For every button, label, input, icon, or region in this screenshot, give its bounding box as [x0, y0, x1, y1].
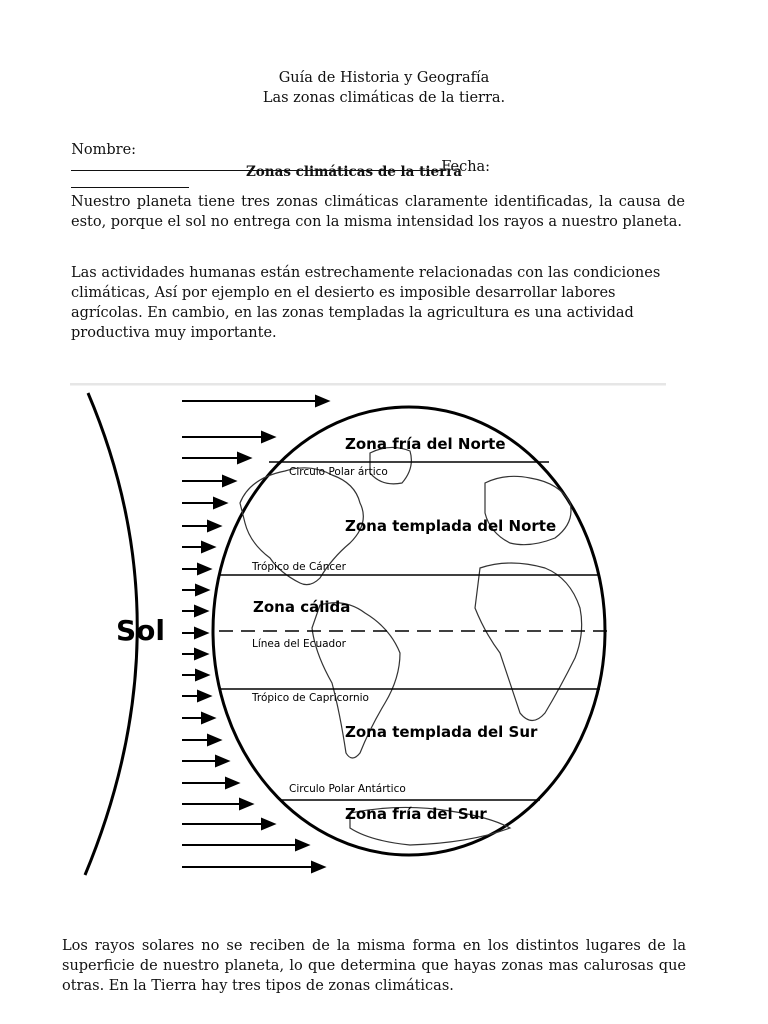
ray-arrow: [182, 396, 328, 406]
ray-arrow: [182, 840, 308, 850]
ray-arrow: [182, 606, 207, 616]
ray-arrow: [182, 432, 274, 442]
ray-arrow: [182, 521, 220, 531]
ray-arrow: [182, 498, 226, 508]
ray-arrow: [182, 735, 220, 745]
zona-fria-sur-label: Zona fría del Sur: [345, 805, 487, 823]
zona-templada-sur-label: Zona templada del Sur: [345, 723, 538, 741]
ray-arrow: [182, 585, 208, 595]
guide-title: Guía de Historia y Geografía: [278, 70, 490, 86]
polar-artico-label: Circulo Polar ártico: [289, 466, 388, 478]
ray-arrow: [182, 628, 207, 638]
ray-arrow: [182, 649, 207, 659]
ray-arrow: [182, 862, 324, 872]
ray-arrow: [182, 691, 210, 701]
section-title: Zonas climáticas de la tierra: [245, 164, 463, 180]
ray-arrow: [182, 778, 238, 788]
capricornio-label: Trópico de Capricornio: [252, 692, 369, 704]
ray-arrow: [182, 564, 210, 574]
climate-zones-diagram: [70, 383, 670, 883]
ray-arrow: [182, 819, 274, 829]
zona-calida-label: Zona cálida: [253, 598, 351, 616]
nombre-label: Nombre:: [71, 142, 137, 158]
ray-arrow: [182, 799, 252, 809]
paragraph-1: Nuestro planeta tiene tres zonas climáticas claramente identificadas, la causa de esto, porque el sol no entrega con la misma intensidad los rayos a nuestro planeta.: [71, 194, 685, 230]
ray-arrow: [182, 542, 214, 552]
fecha-label: Fecha:: [441, 159, 491, 175]
guide-subtitle: Las zonas climáticas de la tierra.: [262, 90, 506, 106]
ray-arrow: [182, 453, 250, 463]
ray-arrow: [182, 670, 208, 680]
cancer-label: Trópico de Cáncer: [252, 561, 346, 573]
zona-templada-norte-label: Zona templada del Norte: [345, 517, 557, 535]
name-date-row: [62, 126, 490, 192]
sun-label: Sol: [116, 614, 165, 647]
polar-antartico-label: Circulo Polar Antártico: [289, 783, 406, 795]
paragraph-2: Las actividades humanas están estrechamente relacionadas con las condiciones climáticas, Así por ejemplo en el desierto es imposible desarrollar labores agrícolas. En cambio, en las zonas templadas la agricultura es una actividad productiva muy importante.: [71, 265, 661, 341]
ray-arrow: [182, 476, 235, 486]
zona-fria-norte-label: Zona fría del Norte: [345, 435, 506, 453]
ecuador-label: Línea del Ecuador: [252, 638, 346, 650]
ray-arrow: [182, 713, 214, 723]
ray-arrow: [182, 756, 228, 766]
footer-paragraph: Los rayos solares no se reciben de la misma forma en los distintos lugares de la superficie de nuestro planeta, lo que determina que hayas zonas mas calurosas que otras. En la Tierra hay tres tipos de zonas climáticas.: [62, 938, 686, 994]
